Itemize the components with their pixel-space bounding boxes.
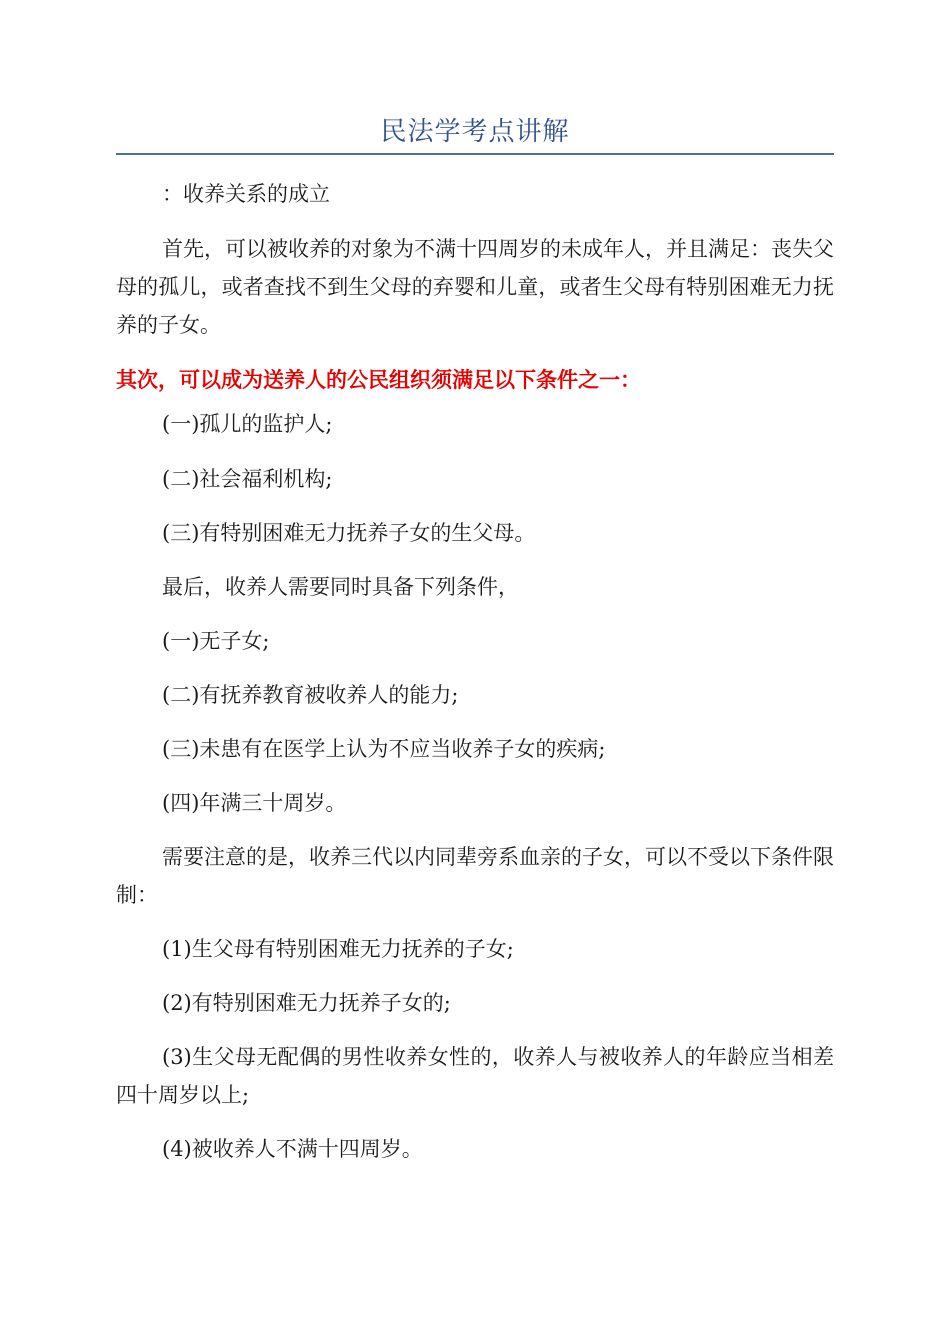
list-item-placer-3: (三)有特别困难无力抚养子女的生父母。 bbox=[162, 521, 536, 545]
list-item-adopter-4: (四)年满三十周岁。 bbox=[162, 791, 347, 815]
list-item-exemption-4: (4)被收养人不满十四周岁。 bbox=[162, 1137, 423, 1161]
list-item-adopter-2: (二)有抚养教育被收养人的能力; bbox=[162, 683, 459, 707]
list-item-adopter-3: (三)未患有在医学上认为不应当收养子女的疾病; bbox=[162, 737, 606, 761]
section-heading: ：收养关系的成立 bbox=[162, 182, 330, 206]
title-underline bbox=[116, 153, 834, 155]
paragraph-adopter-conditions: 最后，收养人需要同时具备下列条件， bbox=[162, 575, 519, 599]
list-item-exemption-3: (3)生父母无配偶的男性收养女性的，收养人与被收养人的年龄应当相差四十周岁以上; bbox=[116, 1045, 834, 1107]
paragraph-exemption-note: 需要注意的是，收养三代以内同辈旁系血亲的子女，可以不受以下条件限制： bbox=[116, 845, 834, 907]
paragraph-adoptee-conditions: 首先，可以被收养的对象为不满十四周岁的未成年人，并且满足：丧失父母的孤儿，或者查找不到生父母的弃婴和儿童，或者生父母有特别困难无力抚养的子女。 bbox=[116, 237, 834, 337]
list-item-adopter-1: (一)无子女; bbox=[162, 629, 270, 653]
list-item-placer-2: (二)社会福利机构; bbox=[162, 467, 333, 491]
list-item-exemption-2: (2)有特别困难无力抚养子女的; bbox=[162, 991, 451, 1015]
list-item-placer-1: (一)孤儿的监护人; bbox=[162, 412, 333, 436]
paragraph-placer-conditions-heading: 其次，可以成为送养人的公民组织须满足以下条件之一： bbox=[116, 368, 641, 392]
list-item-exemption-1: (1)生父母有特别困难无力抚养的子女; bbox=[162, 937, 514, 961]
page-title: 民法学考点讲解 bbox=[380, 117, 570, 147]
